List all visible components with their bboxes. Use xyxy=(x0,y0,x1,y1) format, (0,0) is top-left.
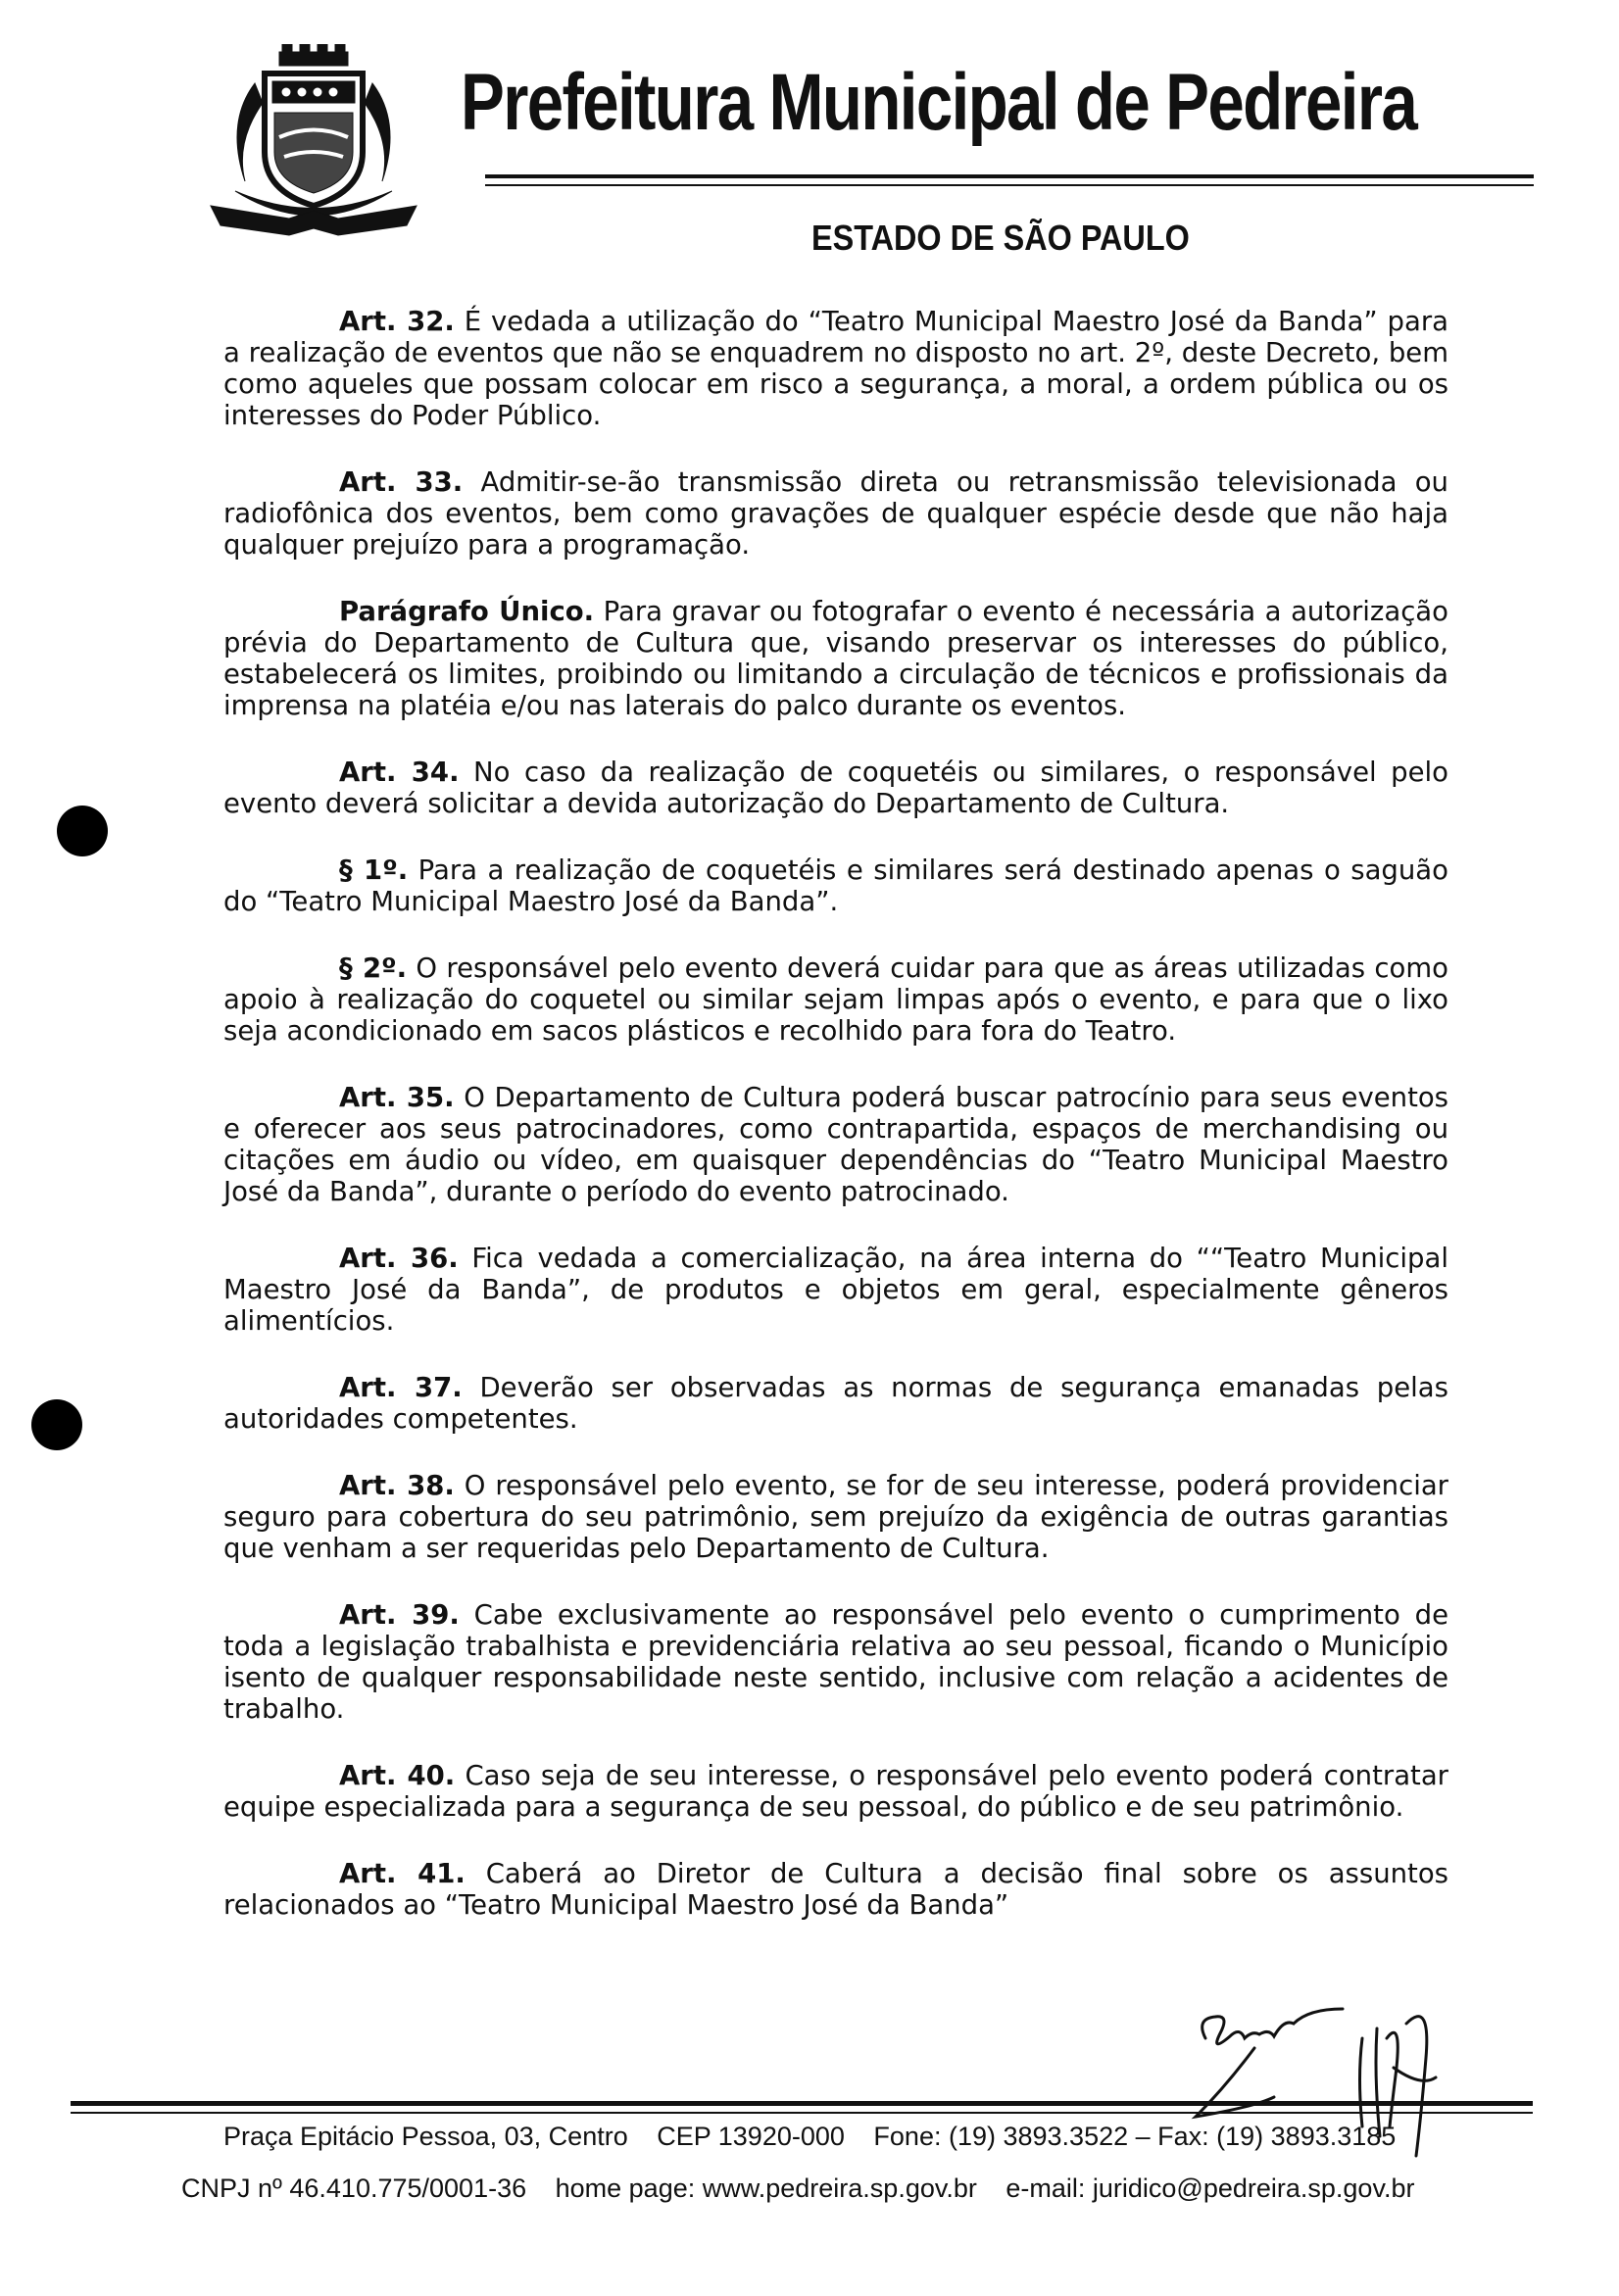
decree-body xyxy=(223,306,1448,1956)
article-32: Art. 32. É vedada a utilização do “Teatro Municipal Maestro José da Banda” para a realização de eventos que não se enquadrem no disposto no art. 2º, deste Decreto, bem como aqueles que possam colocar em risco a segurança, a moral, a ordem pública ou os interesses do Poder Público. xyxy=(223,306,1448,431)
hole-punch xyxy=(31,1399,82,1450)
institution-title: Prefeitura Municipal de Pedreira xyxy=(461,58,1417,147)
article-33: Art. 33. Admitir-se-ão transmissão direta ou retransmissão televisionada ou radiofônica dos eventos, bem como gravações de qualquer espécie desde que não haja qualquer prejuízo para a programação. xyxy=(223,466,1448,561)
article-38: Art. 38. O responsável pelo evento, se for de seu interesse, poderá providenciar seguro para cobertura do seu patrimônio, sem prejuízo da exigência de outras garantias que venham a ser requeridas pelo Departamento de Cultura. xyxy=(223,1470,1448,1564)
footer-email: e-mail: juridico@pedreira.sp.gov.br xyxy=(1006,2174,1415,2203)
article-34: Art. 34. No caso da realização de coquetéis ou similares, o responsável pelo evento deverá solicitar a devida autorização do Departamento de Cultura. xyxy=(223,757,1448,819)
paragrafo-unico: Parágrafo Único. Para gravar ou fotografar o evento é necessária a autorização prévia do Departamento de Cultura que, visando preservar os interesses do público, estabelecerá os limites, proibindo ou limitando a circulação de técnicos e profissionais da imprensa na platéia e/ou nas laterais do palco durante os eventos. xyxy=(223,596,1448,721)
footer-cnpj: CNPJ nº 46.410.775/0001-36 xyxy=(181,2174,527,2203)
article-40: Art. 40. Caso seja de seu interesse, o responsável pelo evento poderá contratar equipe especializada para a segurança de seu pessoal, do público e de seu patrimônio. xyxy=(223,1760,1448,1823)
state-name: ESTADO DE SÃO PAULO xyxy=(811,218,1190,258)
footer-homepage: home page: www.pedreira.sp.gov.br xyxy=(555,2174,977,2203)
article-41: Art. 41. Caberá ao Diretor de Cultura a decisão final sobre os assuntos relacionados ao “Teatro Municipal Maestro José da Banda” xyxy=(223,1858,1448,1921)
section-1: § 1º. Para a realização de coquetéis e similares será destinado apenas o saguão do “Teatro Municipal Maestro José da Banda”. xyxy=(223,855,1448,917)
section-2: § 2º. O responsável pelo evento deverá cuidar para que as áreas utilizadas como apoio à realização do coquetel ou similar sejam limpas após o evento, e para que o lixo seja acondicionado em sacos plásticos e recolhido para fora do Teatro. xyxy=(223,953,1448,1047)
footer-address: Praça Epitácio Pessoa, 03, Centro xyxy=(223,2122,628,2151)
article-36: Art. 36. Fica vedada a comercialização, na área interna do ““Teatro Municipal Maestro José da Banda”, de produtos e objetos em geral, especialmente gêneros alimentícios. xyxy=(223,1243,1448,1337)
footer-rule xyxy=(71,2112,1533,2114)
municipal-crest-icon xyxy=(196,44,431,240)
footer-phone: Fone: (19) 3893.3522 – Fax: (19) 3893.3185 xyxy=(873,2122,1397,2151)
article-35: Art. 35. O Departamento de Cultura poderá buscar patrocínio para seus eventos e oferecer aos seus patrocinadores, como contrapartida, espaços de merchandising ou citações em áudio ou vídeo, em quaisquer dependências do “Teatro Municipal Maestro José da Banda”, durante o período do evento patrocinado. xyxy=(223,1082,1449,1207)
header-rule xyxy=(485,174,1534,178)
footer-address-line xyxy=(223,2122,1417,2152)
footer-contact-line xyxy=(181,2174,1436,2204)
hole-punch xyxy=(57,806,108,856)
header-rule xyxy=(485,184,1534,186)
article-37: Art. 37. Deverão ser observadas as normas de segurança emanadas pelas autoridades competentes. xyxy=(223,1372,1448,1435)
footer-cep: CEP 13920-000 xyxy=(657,2122,845,2151)
article-39: Art. 39. Cabe exclusivamente ao responsável pelo evento o cumprimento de toda a legislação trabalhista e previdenciária relativa ao seu pessoal, ficando o Município isento de qualquer responsabilidade neste sentido, inclusive com relação a acidentes de trabalho. xyxy=(223,1599,1448,1725)
footer-rule xyxy=(71,2101,1533,2106)
